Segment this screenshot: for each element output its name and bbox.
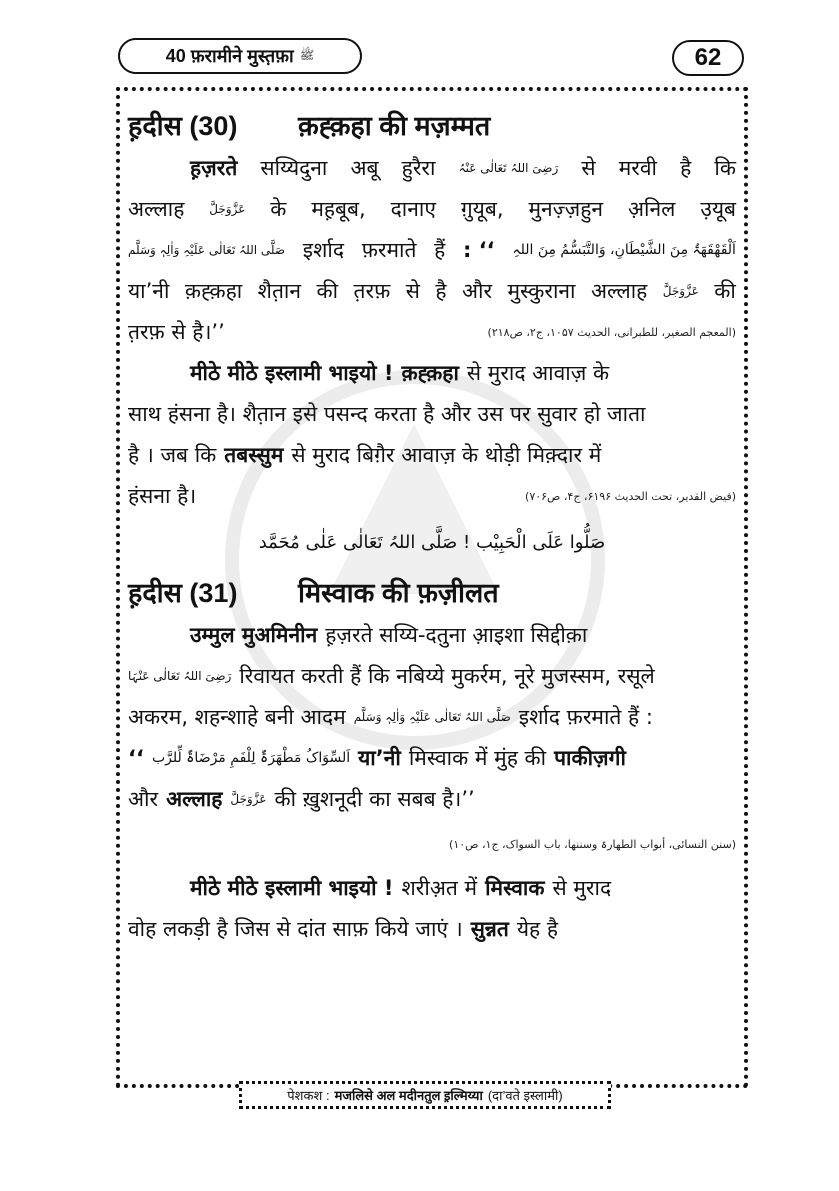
- text: साथ हंसना है। शैत़ान इसे पसन्द करता है और उस पर सुवार हो जाता: [128, 402, 646, 426]
- quote-mark: : ‘‘: [463, 238, 495, 262]
- word: या’नी: [128, 279, 170, 303]
- text: है । जब कि: [128, 443, 217, 467]
- hadith-number: ह़दीस (31): [128, 577, 238, 608]
- arabic-salutation: صَلَّی اللہُ تَعَالٰی عَلَیْہِ وَاٰلِہٖ وَسَلَّم: [128, 243, 286, 257]
- arabic-hadith-text: اَلسِّوَاکُ مَطْھَرَۃٌ لِلْفَمِ مَرْضَاۃٌ لِّلرَّب: [151, 750, 351, 766]
- arabic-honorific: رَضِیَ اللہُ تَعَالٰی عَنْہَا: [128, 669, 232, 683]
- word: फ़रमाते: [361, 238, 417, 262]
- arabic-honorific: عَزَّوَجَلَّ: [662, 284, 699, 298]
- text: की ख़ुशनूदी का सबब है।’’: [274, 787, 475, 811]
- word: की: [316, 279, 339, 303]
- quote-mark: ‘‘: [128, 746, 144, 770]
- word: से: [581, 156, 596, 180]
- word: अबू: [350, 156, 379, 180]
- hadith-30-line-1: [128, 148, 736, 189]
- word: हुरैरा: [401, 156, 436, 180]
- text: हंसना है।: [128, 484, 197, 508]
- word: उ़यूब: [700, 197, 736, 221]
- hadith-30-line-4: [128, 271, 736, 312]
- word: इर्शाद: [302, 238, 344, 262]
- hadith-number: ह़दीस (30): [128, 110, 238, 141]
- page-content: [128, 100, 736, 950]
- text: से मुराद: [552, 876, 612, 900]
- commentary-31-line-1: [128, 868, 736, 909]
- word: अल्लाह: [590, 279, 648, 303]
- word: सय्यिदुना: [260, 156, 328, 180]
- word: ह़ज़रते: [190, 156, 238, 180]
- term: तबस्सुम: [224, 443, 284, 467]
- word: त़रफ़ से है।’’: [128, 320, 225, 344]
- arabic-salutation: صَلَّی اللہُ تَعَالٰی عَلَیْہِ وَاٰلِہٖ وَسَلَّم: [353, 710, 511, 724]
- arabic-hadith-text: اَلْقَھْقَھَۃُ مِنَ الشَّیْطَانِ، وَالتَّبَسُّمُ مِنَ اللہِ: [512, 242, 736, 258]
- word: शैत़ान: [257, 279, 302, 303]
- hadith-30-line-5: [128, 312, 736, 353]
- hadith-30-line-3: [128, 230, 736, 271]
- hadith-title: क़ह्क़हा की मज़म्मत: [298, 110, 491, 141]
- hadith-31-line-1: [128, 615, 736, 656]
- hadith-31-line-2: [128, 656, 736, 697]
- text: रिवायत करती हैं कि नबिय्ये मुकर्रम, नूरे मुजस्सम, रसूले: [239, 664, 655, 688]
- word: मह़बूब,: [311, 197, 366, 221]
- commentary-30-line-4: [128, 476, 736, 517]
- word: और: [461, 279, 493, 303]
- commentary-30-line-3: [128, 435, 736, 476]
- hadith-31-line-3: [128, 697, 736, 738]
- term: सुन्नत: [470, 917, 509, 941]
- text: येह है: [516, 917, 558, 941]
- word: दानाए: [390, 197, 436, 221]
- text: अकरम, शहन्शाहे बनी आदम: [128, 705, 346, 729]
- text: मिस्वाक में मुंह की: [408, 746, 547, 770]
- book-title-badge: [118, 38, 362, 74]
- commentary-30-line-2: [128, 394, 736, 435]
- arabic-honorific: عَزَّوَجَلَّ: [230, 792, 267, 806]
- durood-arabic: صَلُّوا عَلَی الْحَبِیْب ! صَلَّی اللہُ تَعَالٰی عَلٰی مُحَمَّد: [258, 531, 606, 553]
- word: के: [270, 197, 287, 221]
- text: शरीअ़त में: [401, 876, 478, 900]
- text: ह़ज़रते सय्यि-दतुना आ़इशा सिद्दीक़ा: [325, 623, 588, 647]
- arabic-honorific: رَضِیَ اللہُ تَعَالٰی عَنْہُ: [458, 161, 559, 175]
- word: मरवी: [618, 156, 657, 180]
- commentary-30-reference: (فیض القدیر، تحت الحدیث ۶۱۹۶، ج۴، ص۷۰۶): [525, 490, 736, 503]
- hadith-title: मिस्वाक की फ़ज़ीलत: [298, 577, 499, 608]
- footer-label: पेशकश :: [287, 1088, 330, 1103]
- term: मिस्वाक: [485, 876, 545, 900]
- page-number-badge: 62: [672, 40, 744, 76]
- hadith-31-reference-line: [128, 820, 736, 868]
- text: से मुराद बिग़ैर आवाज़ के थोड़ी मिक़्दार में: [291, 443, 602, 467]
- text: इर्शाद फ़रमाते हैं :: [518, 705, 653, 729]
- text: वोह लकड़ी है जिस से दांत साफ़ किये जाएं ।: [128, 917, 463, 941]
- hadith-30-heading: [128, 100, 736, 148]
- word: अ़निल: [628, 197, 676, 221]
- text: से मुराद आवाज़ के: [466, 361, 610, 385]
- commentary-31-line-2: [128, 909, 736, 950]
- word: ग़ुयूब,: [460, 197, 504, 221]
- word: है: [680, 156, 692, 180]
- hadith-30-line-2: [128, 189, 736, 230]
- book-title: 40 फ़रामीने मुस्त़फ़ा: [165, 46, 294, 66]
- text: और: [128, 787, 159, 811]
- word: हैं: [434, 238, 446, 262]
- publisher-footer: [239, 1081, 611, 1109]
- salutation-icon: ﷺ: [299, 47, 315, 62]
- term: या’नी: [358, 746, 401, 770]
- commentary-30-line-1: [128, 353, 736, 394]
- hadith-31-heading: [128, 567, 736, 615]
- word: की: [714, 279, 736, 303]
- term: क़ह्क़हा: [401, 361, 459, 385]
- hadith-30-reference: (المعجم الصغیر، للطبرانی، الحدیث ۱۰۵۷، ج۲، ص۲۱۸): [487, 326, 736, 339]
- hadith-31-line-5: [128, 779, 736, 820]
- term: पाकीज़गी: [554, 746, 626, 770]
- address-phrase: मीठे मीठे इस्लामी भाइयो !: [190, 876, 394, 900]
- word: मुस्कुराना: [507, 279, 576, 303]
- word: अल्लाह: [128, 197, 185, 221]
- word: है: [435, 279, 447, 303]
- arabic-honorific: عَزَّوَجَلَّ: [209, 202, 246, 216]
- organization-name: (दा’वते इस्लामी): [487, 1088, 563, 1103]
- word: मुनज़्ज़हुन: [528, 197, 604, 221]
- hadith-31-reference: (سنن النسائی، أبواب الطھارۃ وسننھا، باب السواک، ج۱، ص۱۰): [449, 837, 736, 851]
- term: अल्लाह: [166, 787, 223, 811]
- word: त़रफ़: [353, 279, 391, 303]
- durood-line: [128, 517, 736, 567]
- publisher-name: मजलिसे अल मदीनतुल इ़ल्मिय्या: [334, 1088, 483, 1103]
- word: से: [405, 279, 420, 303]
- word: कि: [714, 156, 736, 180]
- hadith-31-line-4: [128, 738, 736, 779]
- address-phrase: मीठे मीठे इस्लामी भाइयो !: [190, 361, 394, 385]
- word: क़ह्क़हा: [184, 279, 243, 303]
- term: उम्मुल मुअमिनीन: [190, 623, 318, 647]
